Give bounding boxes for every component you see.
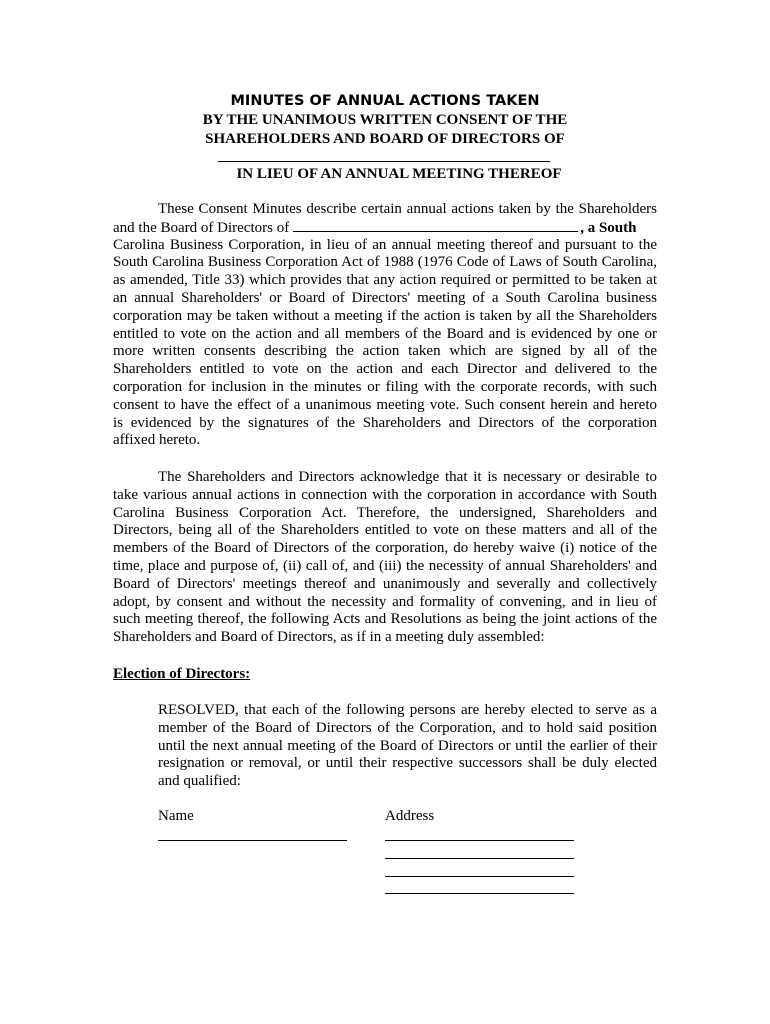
paragraph-line: Shareholders entitled to vote on the action and each Director and delivered to the — [113, 361, 657, 378]
acknowledgement-paragraph — [113, 469, 657, 647]
paragraph-line: Carolina Business Corporation, in lieu of an annual meeting thereof and pursuant to the — [113, 236, 657, 253]
address-blank[interactable] — [385, 840, 574, 841]
address-blank[interactable] — [385, 893, 574, 894]
consent-paragraph — [113, 201, 657, 450]
paragraph-line: more written consents describing the action taken which are signed by all of the — [113, 343, 657, 360]
paragraph-line: affixed hereto. — [113, 432, 201, 449]
paragraph-line: entitled to vote on the action and all members of the Board and is evidenced by one or — [113, 325, 657, 342]
paragraph-line: corporation may be taken without a meeting if the action is taken by all the Shareholders — [113, 307, 657, 324]
paragraph-line: such meeting thereof, the following Acts and Resolutions as being the joint actions of the — [113, 611, 657, 628]
document-title: MINUTES OF ANNUAL ACTIONS TAKEN — [230, 93, 540, 109]
paragraph-line: as amended, Title 33) which provides that any action required or permitted to be taken at — [113, 272, 657, 289]
paragraph-line: adopt, by consent and without the necessity and formality of convening, and in lieu of — [113, 593, 657, 610]
paragraph-line: is evidenced by the signatures of the Shareholders and Directors of the corporation — [113, 414, 657, 431]
paragraph-line: Carolina Business Corporation Act. Therefore, the undersigned, Shareholders and — [113, 504, 657, 521]
corporation-name-blank[interactable] — [293, 219, 578, 232]
subtitle-in-lieu: IN LIEU OF AN ANNUAL MEETING THEREOF — [236, 166, 562, 182]
paragraph-text: and the Board of Directors of — [113, 219, 290, 236]
subtitle-line: SHAREHOLDERS AND BOARD OF DIRECTORS OF — [205, 130, 565, 147]
paragraph-line: until the next annual meeting of the Board of Directors or until the earlier of their — [158, 737, 657, 754]
resolved-paragraph — [158, 702, 657, 791]
paragraph-line: Board of Directors' meetings thereof and unanimously and severally and collectively — [113, 575, 657, 592]
name-blank[interactable] — [158, 840, 347, 841]
paragraph-line: and qualified: — [158, 773, 241, 790]
subtitle-line: BY THE UNANIMOUS WRITTEN CONSENT OF THE — [202, 112, 568, 128]
name-label: Name — [158, 808, 194, 824]
paragraph-line: corporation for inclusion in the minutes or filing with the corporate records, with such — [113, 378, 657, 395]
paragraph-line: Directors, being all of the Shareholders entitled to vote on these matters and all of the — [113, 522, 657, 539]
paragraph-line: take various annual actions in connection with the corporation in accordance with South — [113, 486, 657, 503]
paragraph-line: RESOLVED, that each of the following persons are hereby elected to serve as a — [158, 702, 657, 718]
paragraph-line: South Carolina Business Corporation Act of 1988 (1976 Code of Laws of South Carolina, — [113, 254, 657, 271]
paragraph-line: resignation or removal, or until their respective successors shall be duly elected — [158, 755, 657, 772]
election-heading: Election of Directors: — [113, 666, 251, 682]
address-blank[interactable] — [385, 876, 574, 877]
address-label: Address — [385, 808, 435, 824]
address-blank[interactable] — [385, 858, 574, 859]
paragraph-text: , a South — [580, 219, 637, 236]
paragraph-line: time, place and purpose of, (ii) call of, and (iii) the necessity of annual Shareholders' and — [113, 557, 657, 574]
paragraph-line: consent to have the effect of a unanimous meeting vote. Such consent herein and hereto — [113, 396, 657, 413]
paragraph-line: an annual Shareholders' or Board of Directors' meeting of a South Carolina business — [113, 289, 657, 306]
paragraph-line: Shareholders and Board of Directors, as if in a meeting duly assembled: — [113, 629, 545, 646]
paragraph-line — [113, 219, 657, 237]
paragraph-line: members of the Board of Directors of the corporation, do hereby waive (i) notice of the — [113, 540, 657, 557]
paragraph-line: The Shareholders and Directors acknowledge that it is necessary or desirable to — [158, 469, 657, 485]
company-name-blank[interactable] — [218, 161, 550, 162]
paragraph-line: These Consent Minutes describe certain annual actions taken by the Shareholders — [158, 201, 657, 217]
paragraph-line: member of the Board of Directors of the Corporation, and to hold said position — [158, 719, 657, 736]
